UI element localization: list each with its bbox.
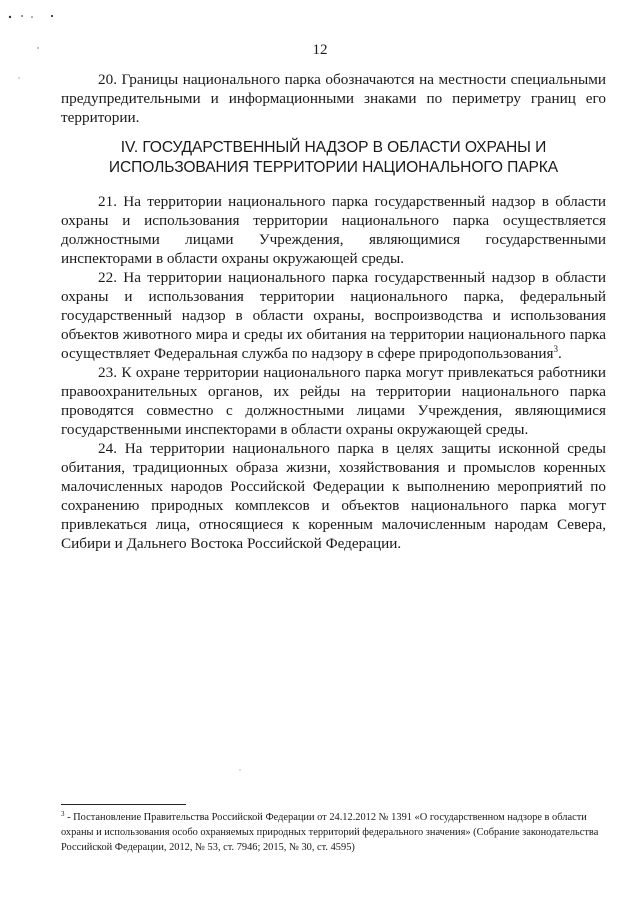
paragraph-22	[61, 268, 606, 363]
footnote-marker: 3	[61, 810, 65, 818]
footnote-reference[interactable]: 3	[553, 344, 559, 354]
section-heading	[61, 138, 606, 178]
footnote	[61, 810, 611, 855]
paragraph-22-text: 22. На территории национального парка государственный надзор в области охраны и использования территории национального парка, федеральный государственный надзор в области охраны, воспроизводства и использования объектов животного мира и среды их обитания на территории национального парка осуществляет Федеральная служба по надзору в сфере природопользования	[61, 269, 606, 362]
footnote-text: - Постановление Правительства Российской Федерации от 24.12.2012 № 1391 «О государственном надзоре в области охраны и использования особо охраняемых природных территорий федерального значения» (Собрание законодательства Российской Федерации, 2012, № 53, ст. 7946; 2015, № 30, ст. 4595)	[61, 812, 599, 853]
page-number: 12	[312, 42, 328, 58]
paragraph-22-end: .	[558, 345, 562, 362]
section-heading-line-2: ИСПОЛЬЗОВАНИЯ ТЕРРИТОРИИ НАЦИОНАЛЬНОГО ПАРКА	[108, 159, 559, 176]
section-heading-line-1: IV. ГОСУДАРСТВЕННЫЙ НАДЗОР В ОБЛАСТИ ОХРАНЫ И	[120, 139, 547, 156]
footnote-separator	[61, 804, 186, 805]
paragraph-23: 23. К охране территории национального парка могут привлекаться работники правоохранительных органов, их рейды на территории национального парка проводятся совместно с должностными лицами Учреждения, являющимися государственными инспекторами в области охраны окружающей среды.	[61, 364, 606, 438]
paragraph-24: 24. На территории национального парка в целях защиты исконной среды обитания, традиционных образа жизни, хозяйствования и промыслов коренных малочисленных народов Российской Федерации к выполнению мероприятий по сохранению природных комплексов и объектов национального парка могут привлекаться лица, относящиеся к коренным малочисленным народам Севера, Сибири и Дальнего Востока Российской Федерации.	[61, 440, 606, 552]
paragraph-21: 21. На территории национального парка государственный надзор в области охраны и использования территории национального парка осуществляется должностными лицами Учреждения, являющимися государственными инспекторами в области охраны окружающей среды.	[61, 193, 606, 267]
paragraph-20: 20. Границы национального парка обозначаются на местности специальными предупредительными и информационными знаками по периметру границ его территории.	[61, 71, 606, 126]
document-body	[61, 70, 606, 553]
